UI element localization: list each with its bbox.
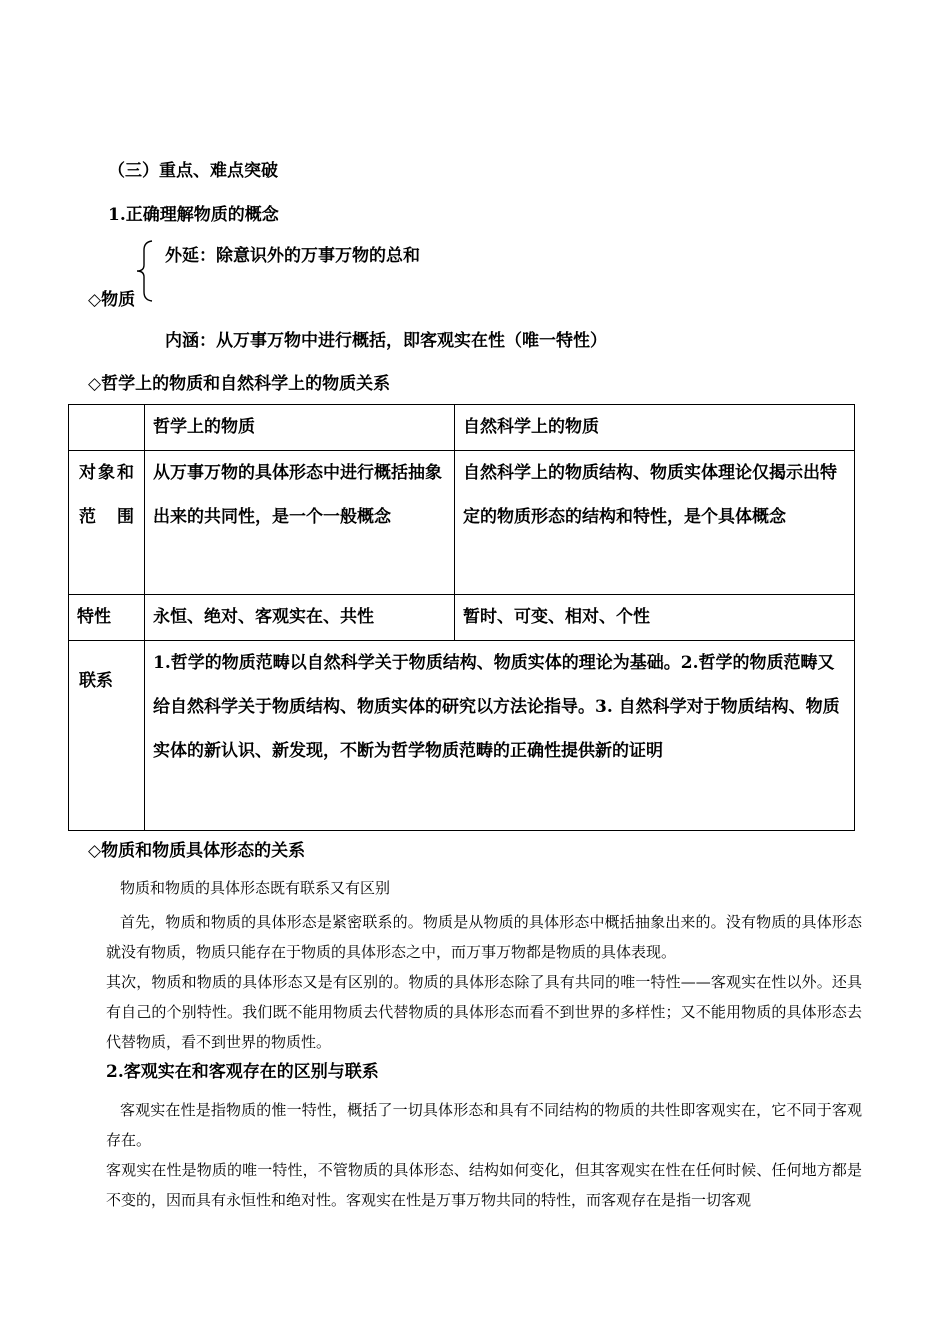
relation-heading: ◇哲学上的物质和自然科学上的物质关系 <box>88 374 391 394</box>
heading-objective-reality: 2.客观实在和客观存在的区别与联系 <box>106 1062 379 1082</box>
matter-label: ◇物质 <box>88 290 136 310</box>
paragraph-intro: 物质和物质的具体形态既有联系又有区别 <box>120 879 391 897</box>
heading-matter-concept: 1.正确理解物质的概念 <box>108 205 279 225</box>
comparison-table <box>68 404 855 831</box>
row-label-scope-text: 对象和范围 <box>79 463 134 527</box>
cell-trait-philosophy: 永恒、绝对、客观实在、共性 <box>145 595 455 641</box>
cell-scope-philosophy: 从万事万物的具体形态中进行概括抽象出来的共同性，是一个一般概念 <box>145 451 455 595</box>
row-label-scope <box>69 451 145 595</box>
matter-extension-text: 外延：除意识外的万事万物的总和 <box>165 246 420 266</box>
table-row <box>69 641 855 831</box>
paragraph-second: 其次，物质和物质的具体形态又是有区别的。物质的具体形态除了具有共同的唯一特性——客观实在性以外。还具有自己的个别特性。我们既不能用物质去代替物质的具体形态而看不到世界的多样性；又不能用物质的具体形态去代替物质，看不到世界的物质性。 <box>106 973 862 1051</box>
table-header-science: 自然科学上的物质 <box>455 405 855 451</box>
table-header-empty <box>69 405 145 451</box>
table-row <box>69 451 855 595</box>
matter-intension-text: 内涵：从万事万物中进行概括，即客观实在性（唯一特性） <box>165 331 607 351</box>
paragraph-objective: 客观实在性是指物质的惟一特性，概括了一切具体形态和具有不同结构的物质的共性即客观实在，它不同于客观存在。 <box>106 1101 862 1149</box>
table-row <box>69 595 855 641</box>
paragraph-first: 首先，物质和物质的具体形态是紧密联系的。物质是从物质的具体形态中概括抽象出来的。没有物质的具体形态就没有物质，物质只能存在于物质的具体形态之中，而万事万物都是物质的具体表现。 <box>106 913 862 961</box>
cell-link-text: 1.哲学的物质范畴以自然科学关于物质结构、物质实体的理论为基础。2.哲学的物质范畴又给自然科学关于物质结构、物质实体的研究以方法论指导。3. 自然科学对于物质结构、物质实体的新认识、新发现，不断为哲学物质范畴的正确性提供新的证明 <box>145 641 855 831</box>
section-heading: （三）重点、难点突破 <box>108 161 278 181</box>
cell-trait-science: 暂时、可变、相对、个性 <box>455 595 855 641</box>
brace-symbol <box>136 240 154 302</box>
row-label-trait: 特性 <box>69 595 145 641</box>
row-label-link: 联系 <box>69 641 145 831</box>
cell-scope-science: 自然科学上的物质结构、物质实体理论仅揭示出特定的物质形态的结构和特性，是个具体概念 <box>455 451 855 595</box>
table-header-philosophy: 哲学上的物质 <box>145 405 455 451</box>
paragraph-objective-2: 客观实在性是物质的唯一特性，不管物质的具体形态、结构如何变化，但其客观实在性在任何时候、任何地方都是不变的，因而具有永恒性和绝对性。客观实在性是万事万物共同的特性，而客观存在是指一切客观 <box>106 1161 862 1209</box>
matter-form-heading: ◇物质和物质具体形态的关系 <box>88 841 306 861</box>
table-row <box>69 405 855 451</box>
